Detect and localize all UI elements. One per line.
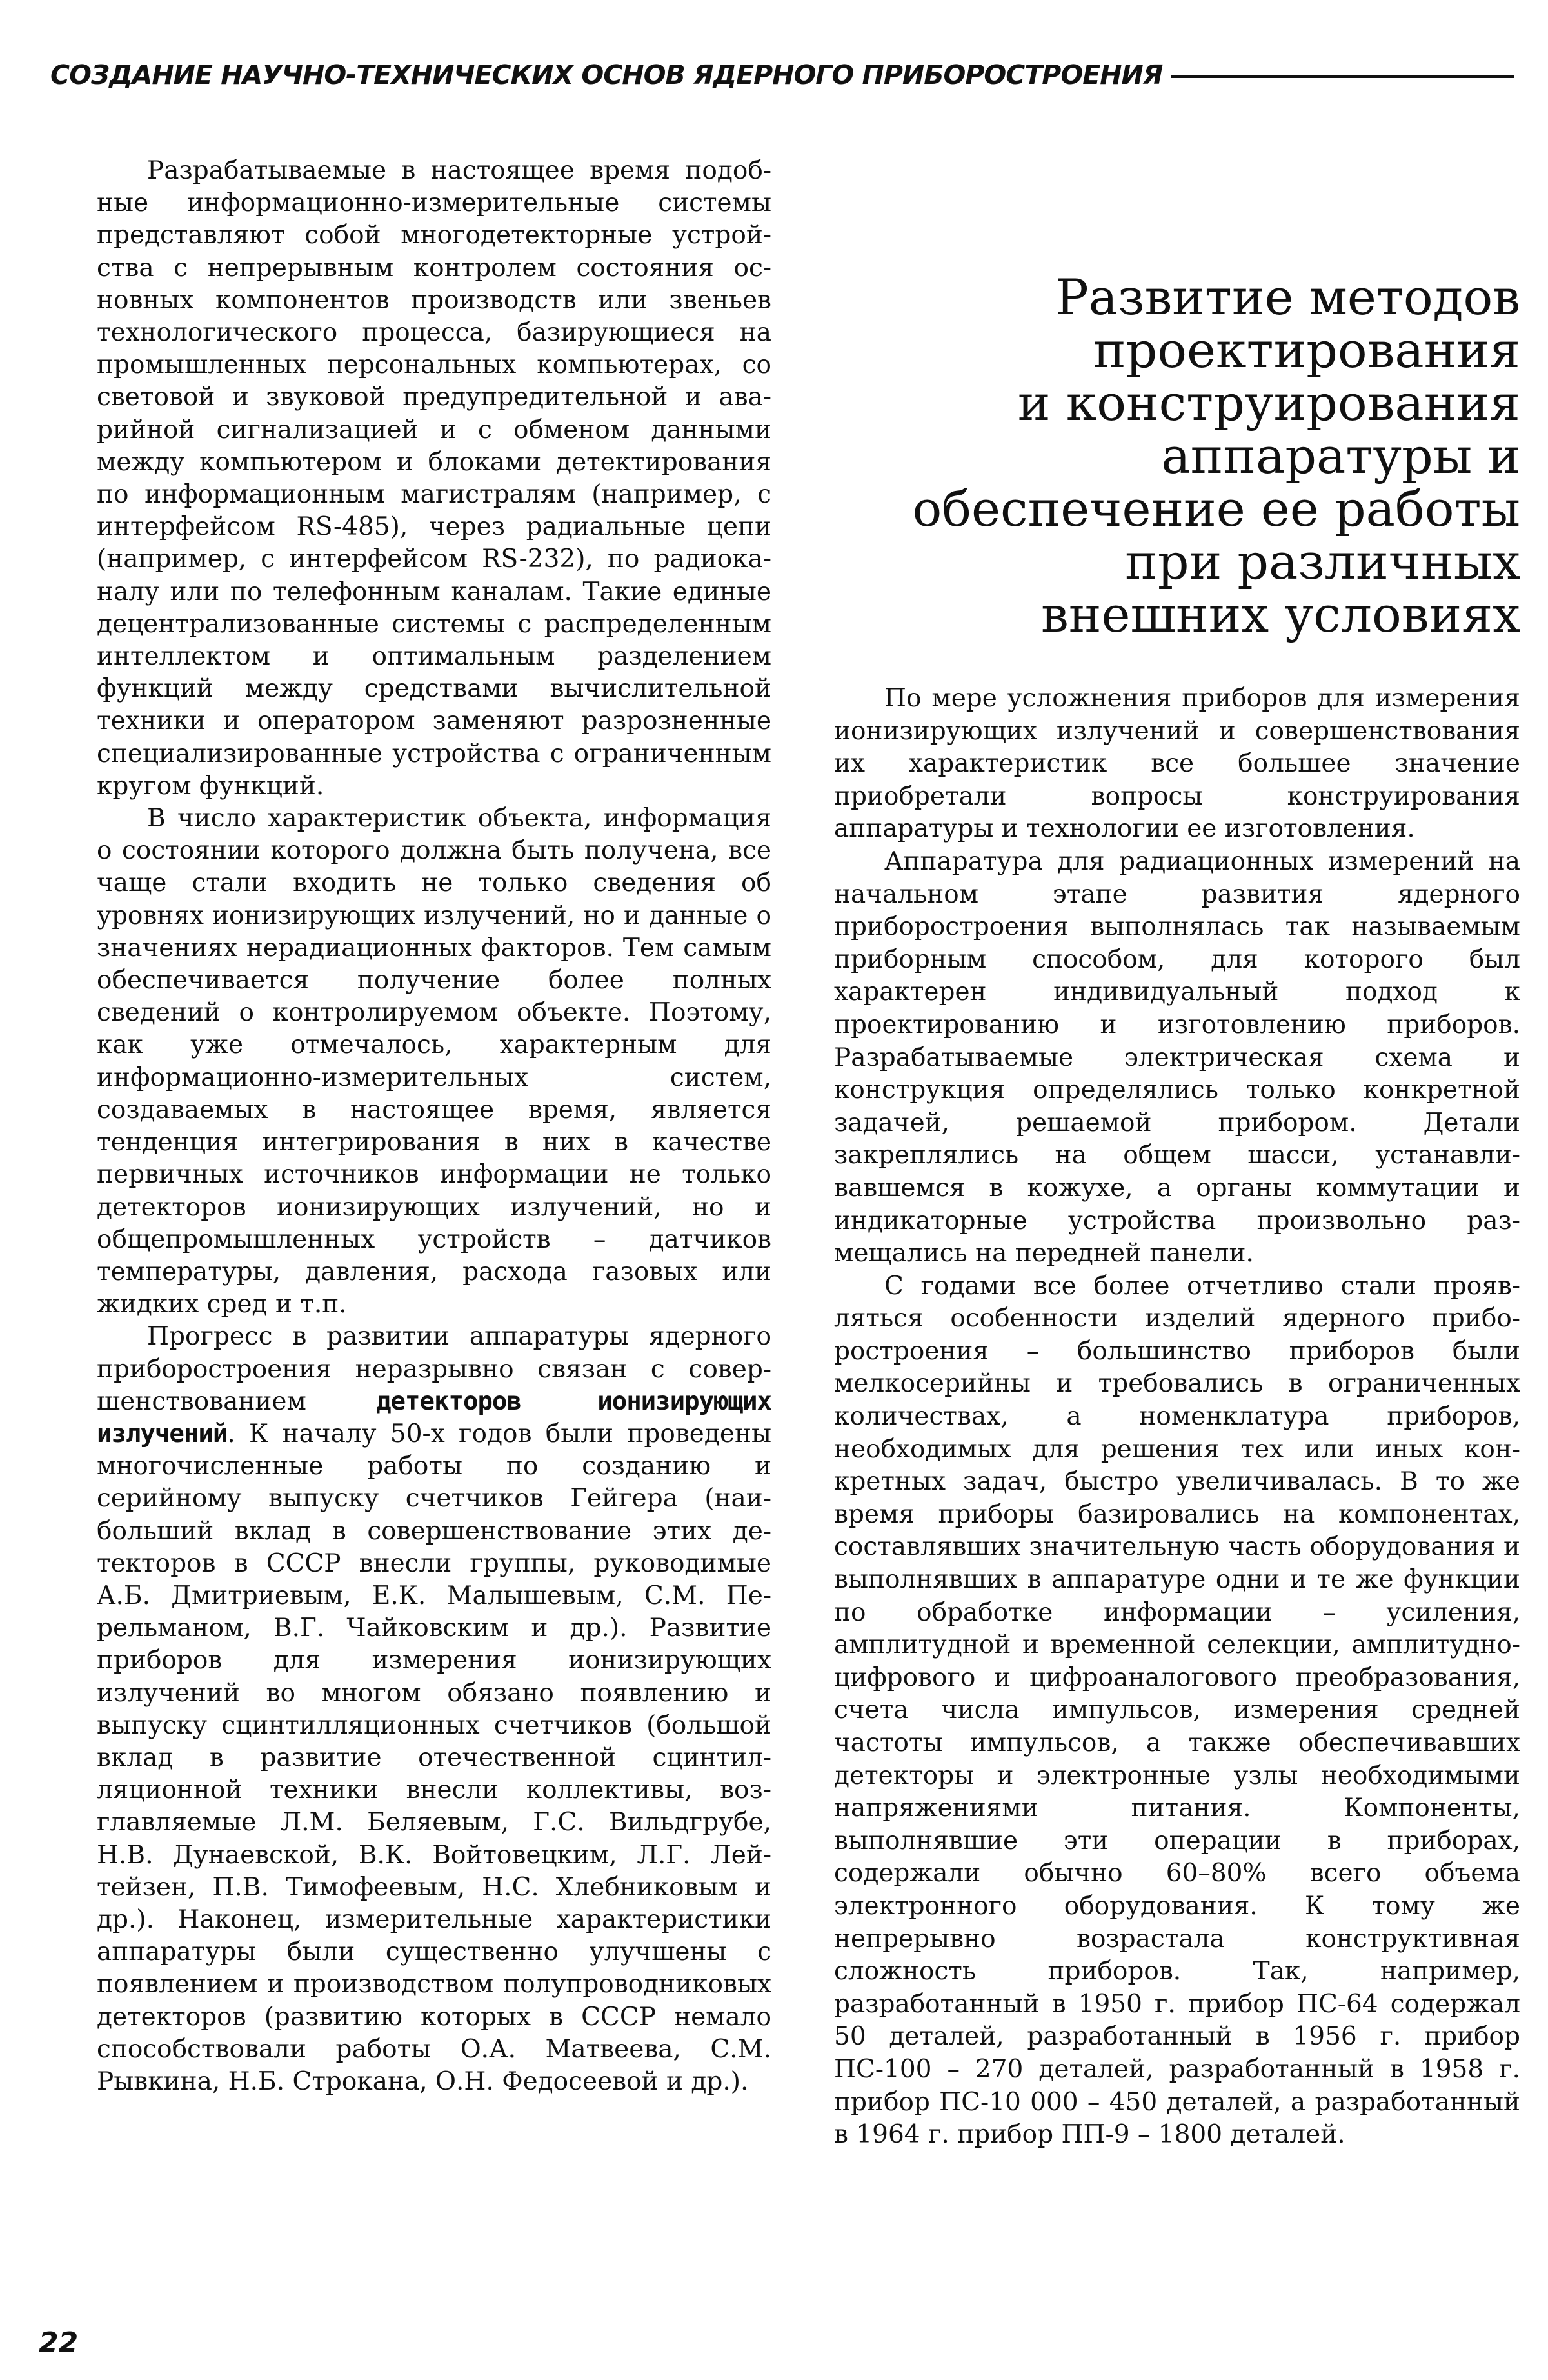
running-head — [50, 55, 1514, 94]
page-number: 22 — [39, 2326, 79, 2359]
paragraph-text: Прогресс в развитии аппаратуры ядерного приборостроения неразрывно связан с совершенствованием — [97, 1322, 771, 1416]
section-title-line: проектирования — [1093, 321, 1520, 379]
running-head-title: СОЗДАНИЕ НАУЧНО-ТЕХНИЧЕСКИХ ОСНОВ ЯДЕРНОГО ПРИБОРОСТРОЕНИЯ — [50, 59, 1163, 90]
section-title-line: внешних условиях — [1041, 586, 1520, 643]
left-column — [97, 155, 771, 2098]
section-title-line: и конструирования — [1017, 374, 1520, 432]
paragraph: Разрабатываемые в настоящее время подобные информационно-измерительные системы представляют собой многодетекторные устройства с непрерывным контролем состояния основных компонентов производств или звеньев технологического процесса, базирующиеся на промышленных персональных компьютерах, со световой и звуковой предупредительной и аварийной сигнализацией и с обменом данными между компьютером и блоками детектирования по информационным магистралям (например, с интерфейсом RS-485), через радиальные цепи (например, с интерфейсом RS-232), по радиоканалу или по телефонным каналам. Такие единые децентрализованные системы с распределенным интеллектом и оптимальным разделением функций между средствами вычислительной техники и оператором заменяют разрозненные специализированные устройства с ограниченным кругом функций. — [97, 156, 771, 801]
paragraph: В число характеристик объекта, информация о состоянии которого должна быть получена, все чаще стали входить не только сведения об уровнях ионизирующих излучений, но и данные о значениях нерадиационных факторов. Тем самым обеспечивается получение более полных сведений о контролируемом объекте. Поэтому, как уже отмечалось, характерным для информационно-измерительных систем, создаваемых в настоящее время, является тенденция интегрирования в них в качестве первичных источников информации не только детекторов ионизирующих излучений, но и общепромышленных устройств – датчиков температуры, давления, расхода газовых или жидких сред и т.п. — [97, 804, 771, 1319]
bold-term: детекторов ионизирующих излучений — [97, 1386, 771, 1448]
section-title-line: при различных — [1125, 533, 1520, 590]
paragraph-text: . К началу 50-х годов были проведены многочисленные работы по созданию и серийному выпуску счетчиков Гейгера (наибольший вклад в совершенствование этих детекторов в СССР внесли группы, руководимые А.Б. Дмитриевым, Е.К. Малышевым, С.М. Перельманом, В.Г. Чайковским и др.). Развитие приборов для измерения ионизирующих излучений во многом обязано появлению и выпуску сцинтилляционных счетчиков (большой вклад в развитие отечественной сцинтилляционной техники внесли коллективы, возглавляемые Л.М. Беляевым, Г.С. Вильдгрубе, Н.В. Дунаевской, В.К. Войтовецким, Л.Г. Лейтейзен, П.В. Тимофеевым, Н.С. Хлебниковым и др.). Наконец, измерительные характеристики аппаратуры были существенно улучшены с появлением и производством полупроводниковых детекторов (развитию которых в СССР немало способствовали работы О.А. Матвеева, С.М. Рывкина, Н.Б. Строкана, О.Н. Федосеевой и др.). — [97, 1419, 771, 2096]
paragraph-detectors — [97, 1321, 771, 2098]
section-title-line: обеспечение ее работы — [912, 480, 1520, 537]
paragraph: По мере усложнения приборов для измерения ионизирующих излучений и совершенствования их характеристик все большее значение приобретали вопросы конструирования аппаратуры и технологии ее изготовления. — [834, 684, 1520, 844]
running-head-rule — [1171, 75, 1514, 78]
section-title-line: аппаратуры и — [1161, 427, 1520, 485]
paragraph: Аппаратура для радиационных измерений на начальном этапе развития ядерного приборостроения выполнялась так называемым приборным способом, для которого был характерен индивидуальный подход к проектированию и изготовлению приборов. Разрабатываемые электрическая схема и конструкция определялись только конкретной задачей, решаемой прибором. Детали закреплялись на общем шасси, устанавливавшемся в кожухе, а органы коммутации и индикаторные устройства произвольно размещались на передней панели. — [834, 846, 1520, 1268]
section-title-line: Развитие методов — [1055, 268, 1520, 326]
right-column — [834, 268, 1520, 2152]
section-title — [834, 268, 1520, 643]
paragraph: С годами все более отчетливо стали проявляться особенности изделий ядерного приборостроения – большинство приборов были мелкосерийны и требовались в ограниченных количествах, а номенклатура приборов, необходимых для решения тех или иных конкретных задач, быстро увеличивалась. В то же время приборы базировались на компонентах, составлявших значительную часть оборудования и выполнявших в аппаратуре одни и те же функции по обработке информации – усиления, амплитудной и временной селекции, амплитудно-цифрового и цифроаналогового преобразования, счета числа импульсов, измерения средней частоты импульсов, а также обеспечивавших детекторы и электронные узлы необходимыми напряжениями питания. Компоненты, выполнявшие эти операции в приборах, содержали обычно 60–80% всего объема электронного оборудования. К тому же непрерывно возрастала конструктивная сложность приборов. Так, например, разработанный в 1950 г. прибор ПС-64 содержал 50 деталей, разработанный в 1956 г. прибор ПС-100 – 270 деталей, разработанный в 1958 г. прибор ПС-10 000 – 450 деталей, а разработанный в 1964 г. прибор ПП-9 – 1800 деталей. — [834, 1271, 1520, 2150]
